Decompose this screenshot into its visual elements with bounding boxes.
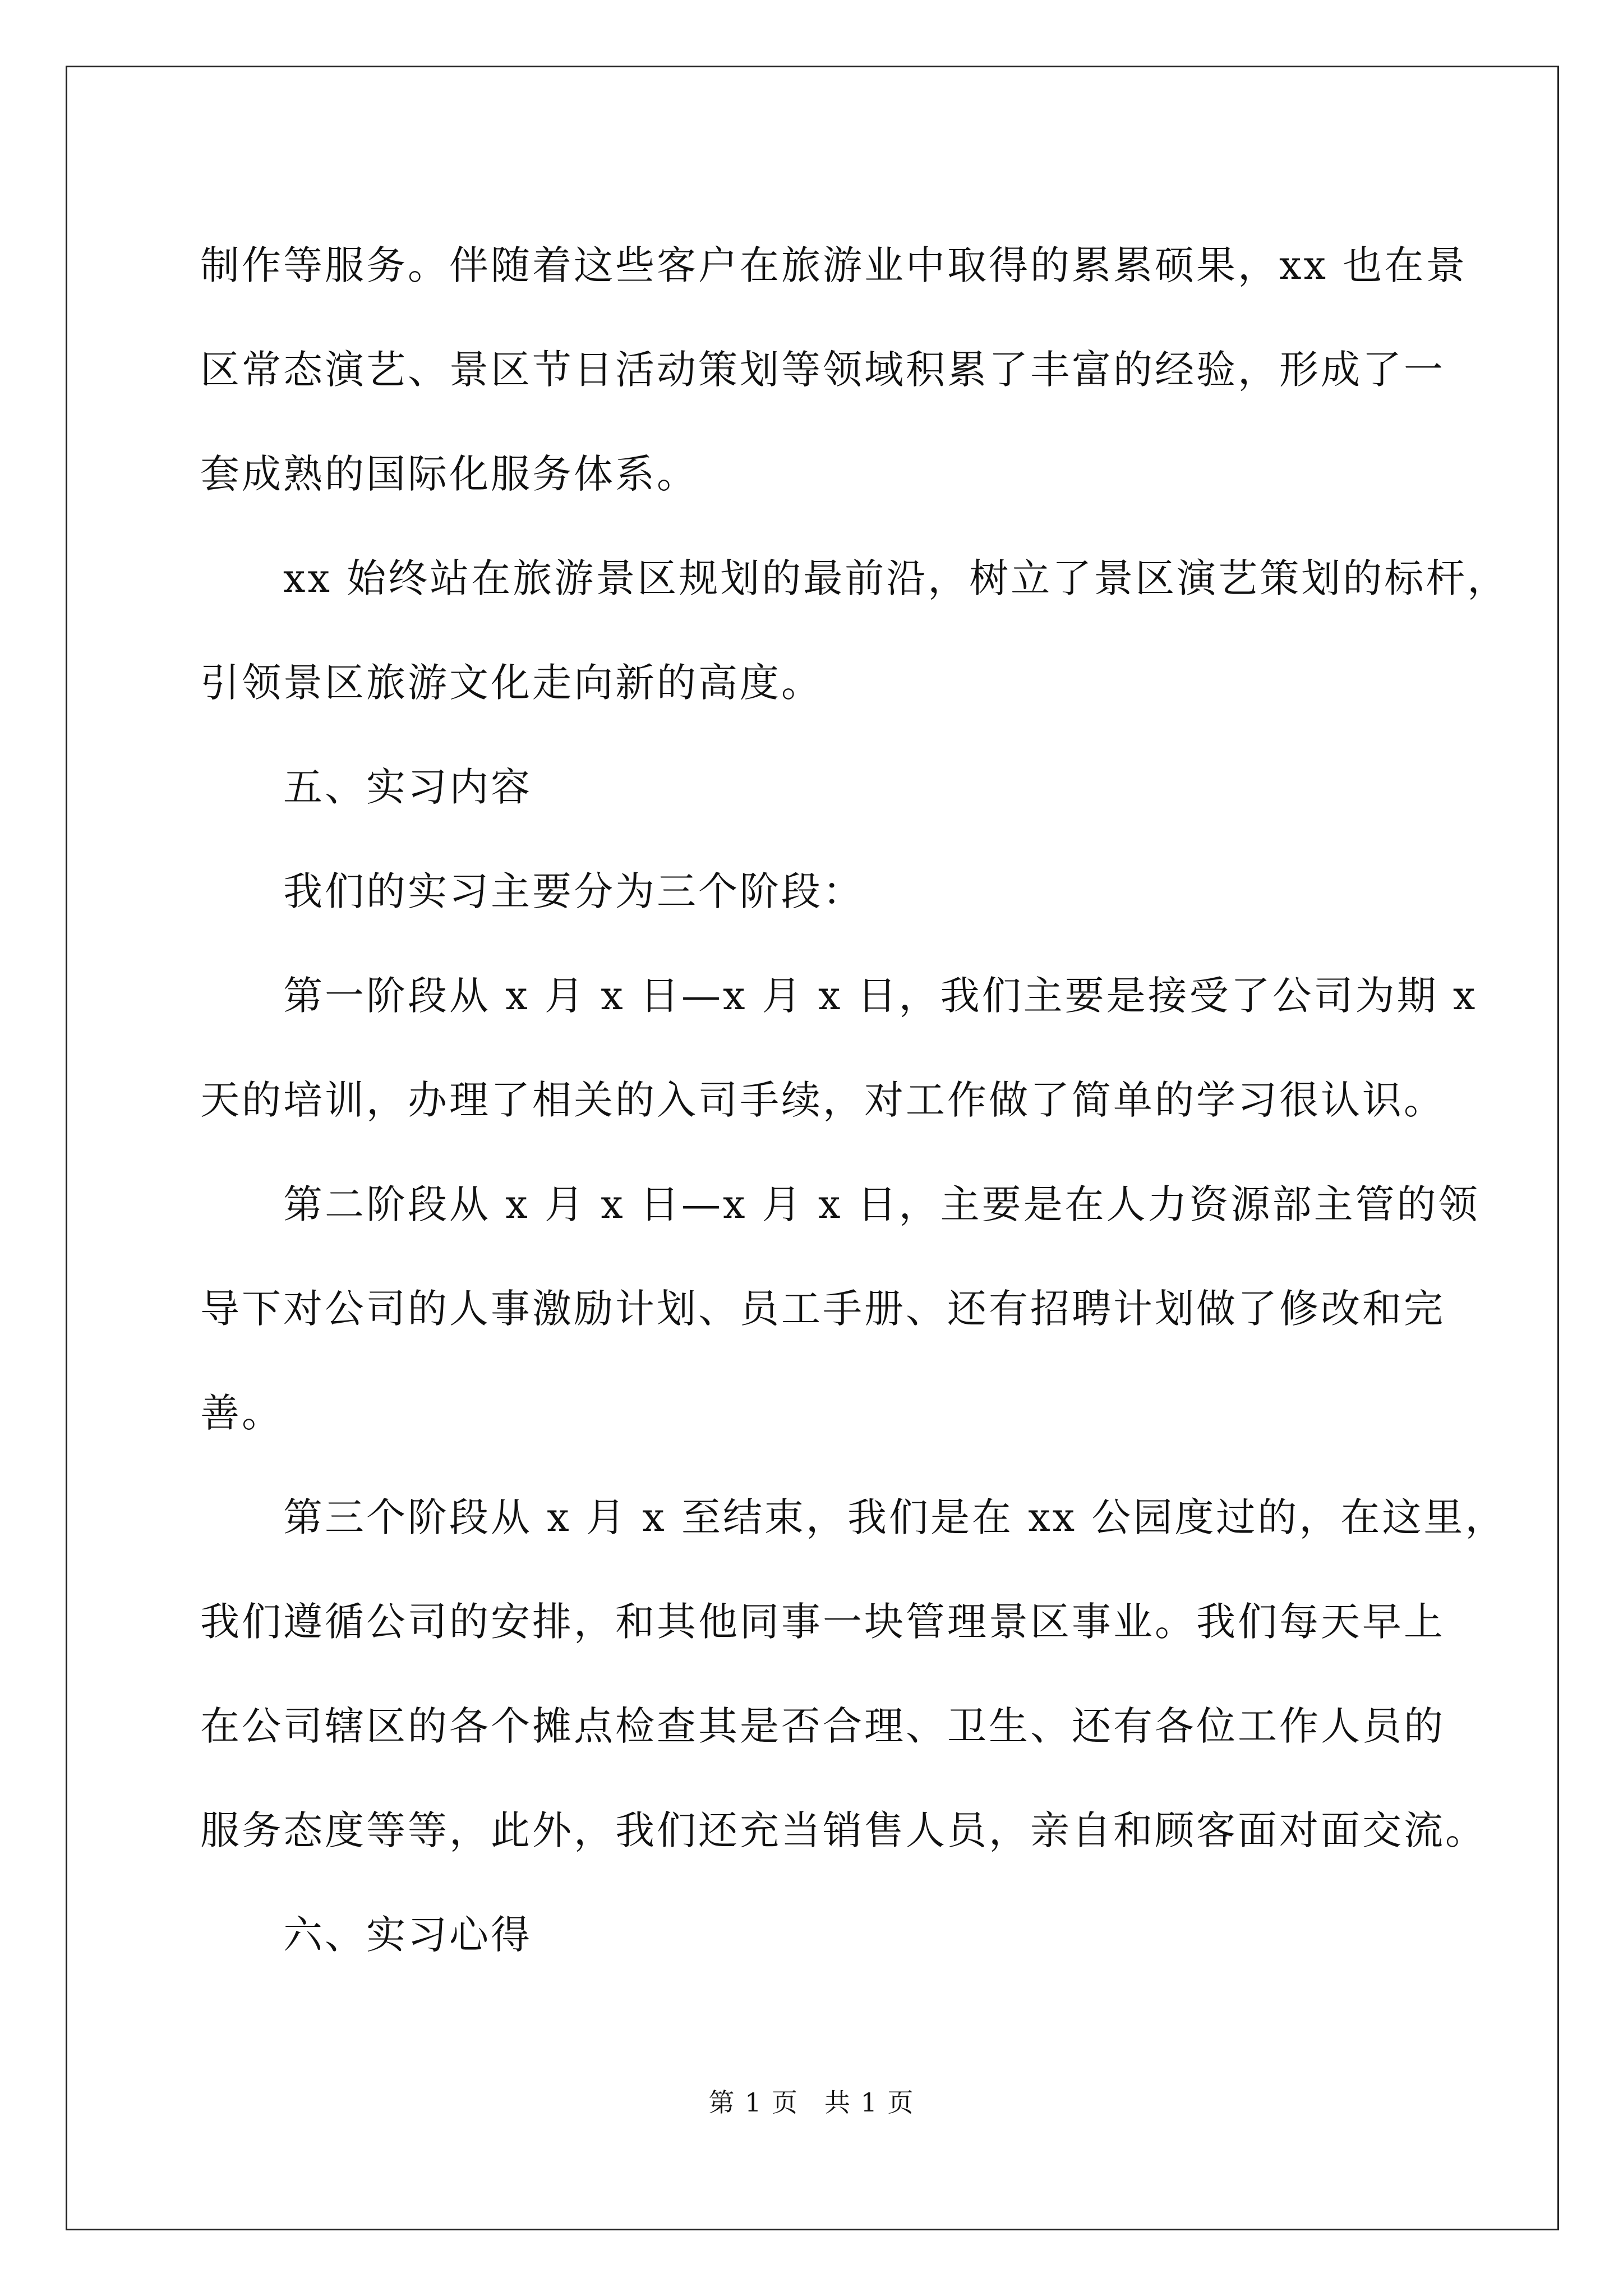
page-footer bbox=[0, 2086, 1623, 2119]
text-line: 第二阶段从 x 月 x 日—x 月 x 日，主要是在人力资源部主管的领 bbox=[283, 1181, 1480, 1227]
text-line: 我们遵循公司的安排，和其他同事一块管理景区事业。我们每天早上 bbox=[200, 1599, 1445, 1645]
text-line: 我们的实习主要分为三个阶段： bbox=[283, 868, 864, 914]
page-number: 第 1 页 bbox=[708, 2087, 799, 2118]
text-line: 天的培训，办理了相关的入司手续，对工作做了简单的学习很认识。 bbox=[200, 1077, 1445, 1123]
text-line: 善。 bbox=[200, 1390, 283, 1436]
document-body bbox=[200, 213, 1509, 1987]
text-line: 区常态演艺、景区节日活动策划等领域积累了丰富的经验，形成了一 bbox=[200, 347, 1445, 393]
page-total: 共 1 页 bbox=[824, 2087, 915, 2118]
text-line: 第三个阶段从 x 月 x 至结束，我们是在 xx 公园度过的，在这里， bbox=[283, 1494, 1507, 1540]
text-line: 第一阶段从 x 月 x 日—x 月 x 日，我们主要是接受了公司为期 x bbox=[283, 973, 1478, 1019]
text-line: 引领景区旅游文化走向新的高度。 bbox=[200, 660, 823, 706]
text-line: 套成熟的国际化服务体系。 bbox=[200, 451, 698, 497]
text-line: 导下对公司的人事激励计划、员工手册、还有招聘计划做了修改和完 bbox=[200, 1286, 1445, 1332]
section-heading: 六、实习心得 bbox=[283, 1912, 532, 1958]
text-line: 服务态度等等，此外，我们还充当销售人员，亲自和顾客面对面交流。 bbox=[200, 1807, 1487, 1853]
text-line: 在公司辖区的各个摊点检查其是否合理、卫生、还有各位工作人员的 bbox=[200, 1703, 1445, 1749]
text-line: 制作等服务。伴随着这些客户在旅游业中取得的累累硕果，xx 也在景 bbox=[200, 242, 1468, 288]
section-heading: 五、实习内容 bbox=[283, 764, 532, 810]
text-line: xx 始终站在旅游景区规划的最前沿，树立了景区演艺策划的标杆， bbox=[283, 555, 1509, 601]
